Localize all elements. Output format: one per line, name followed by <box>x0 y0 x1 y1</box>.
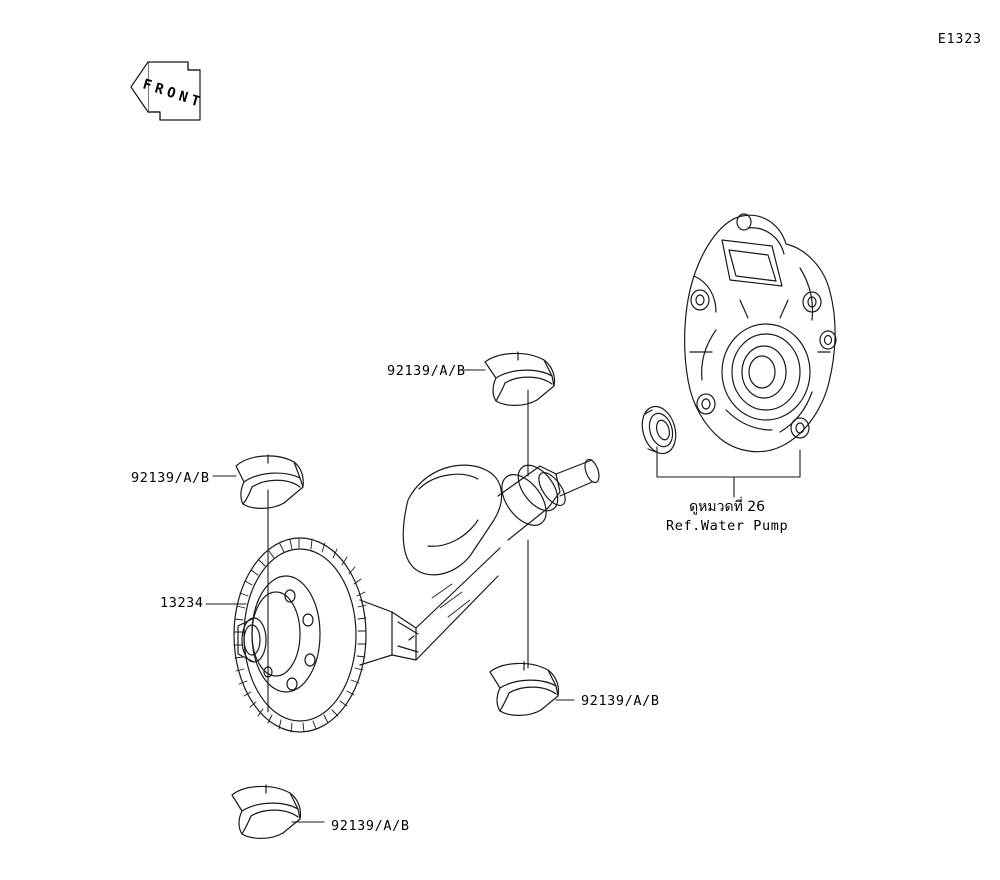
front-marker <box>124 54 208 124</box>
svg-text:F: F <box>140 76 154 95</box>
balancer-shaft-body <box>360 458 602 665</box>
bearing-shell-bottom-middle <box>490 662 559 715</box>
callout-92139-bottom-left: 92139/A/B <box>331 818 410 834</box>
callout-92139-top-left: 92139/A/B <box>131 470 210 486</box>
callout-92139-bottom-middle: 92139/A/B <box>581 693 660 709</box>
balancer-gear <box>234 538 366 732</box>
reference-thai-text: ดูหมวดที่ 26 <box>689 499 766 515</box>
svg-text:N: N <box>176 88 190 107</box>
shaft-oil-seal <box>637 403 681 458</box>
callout-92139-top-middle: 92139/A/B <box>387 363 466 379</box>
water-pump-cover <box>685 214 836 452</box>
bearing-shell-bottom-left <box>232 785 301 838</box>
svg-text:O: O <box>164 84 178 103</box>
water-pump-reference <box>666 497 788 537</box>
svg-text:R: R <box>152 80 166 99</box>
front-text <box>124 54 208 124</box>
svg-text:T: T <box>188 92 202 111</box>
callout-13234-balancer: 13234 <box>160 595 204 611</box>
bearing-shell-top-left <box>236 455 303 508</box>
bearing-shell-top-middle <box>485 352 555 405</box>
diagram-code: E1323 <box>937 32 982 47</box>
reference-english-text: Ref.Water Pump <box>666 518 789 535</box>
